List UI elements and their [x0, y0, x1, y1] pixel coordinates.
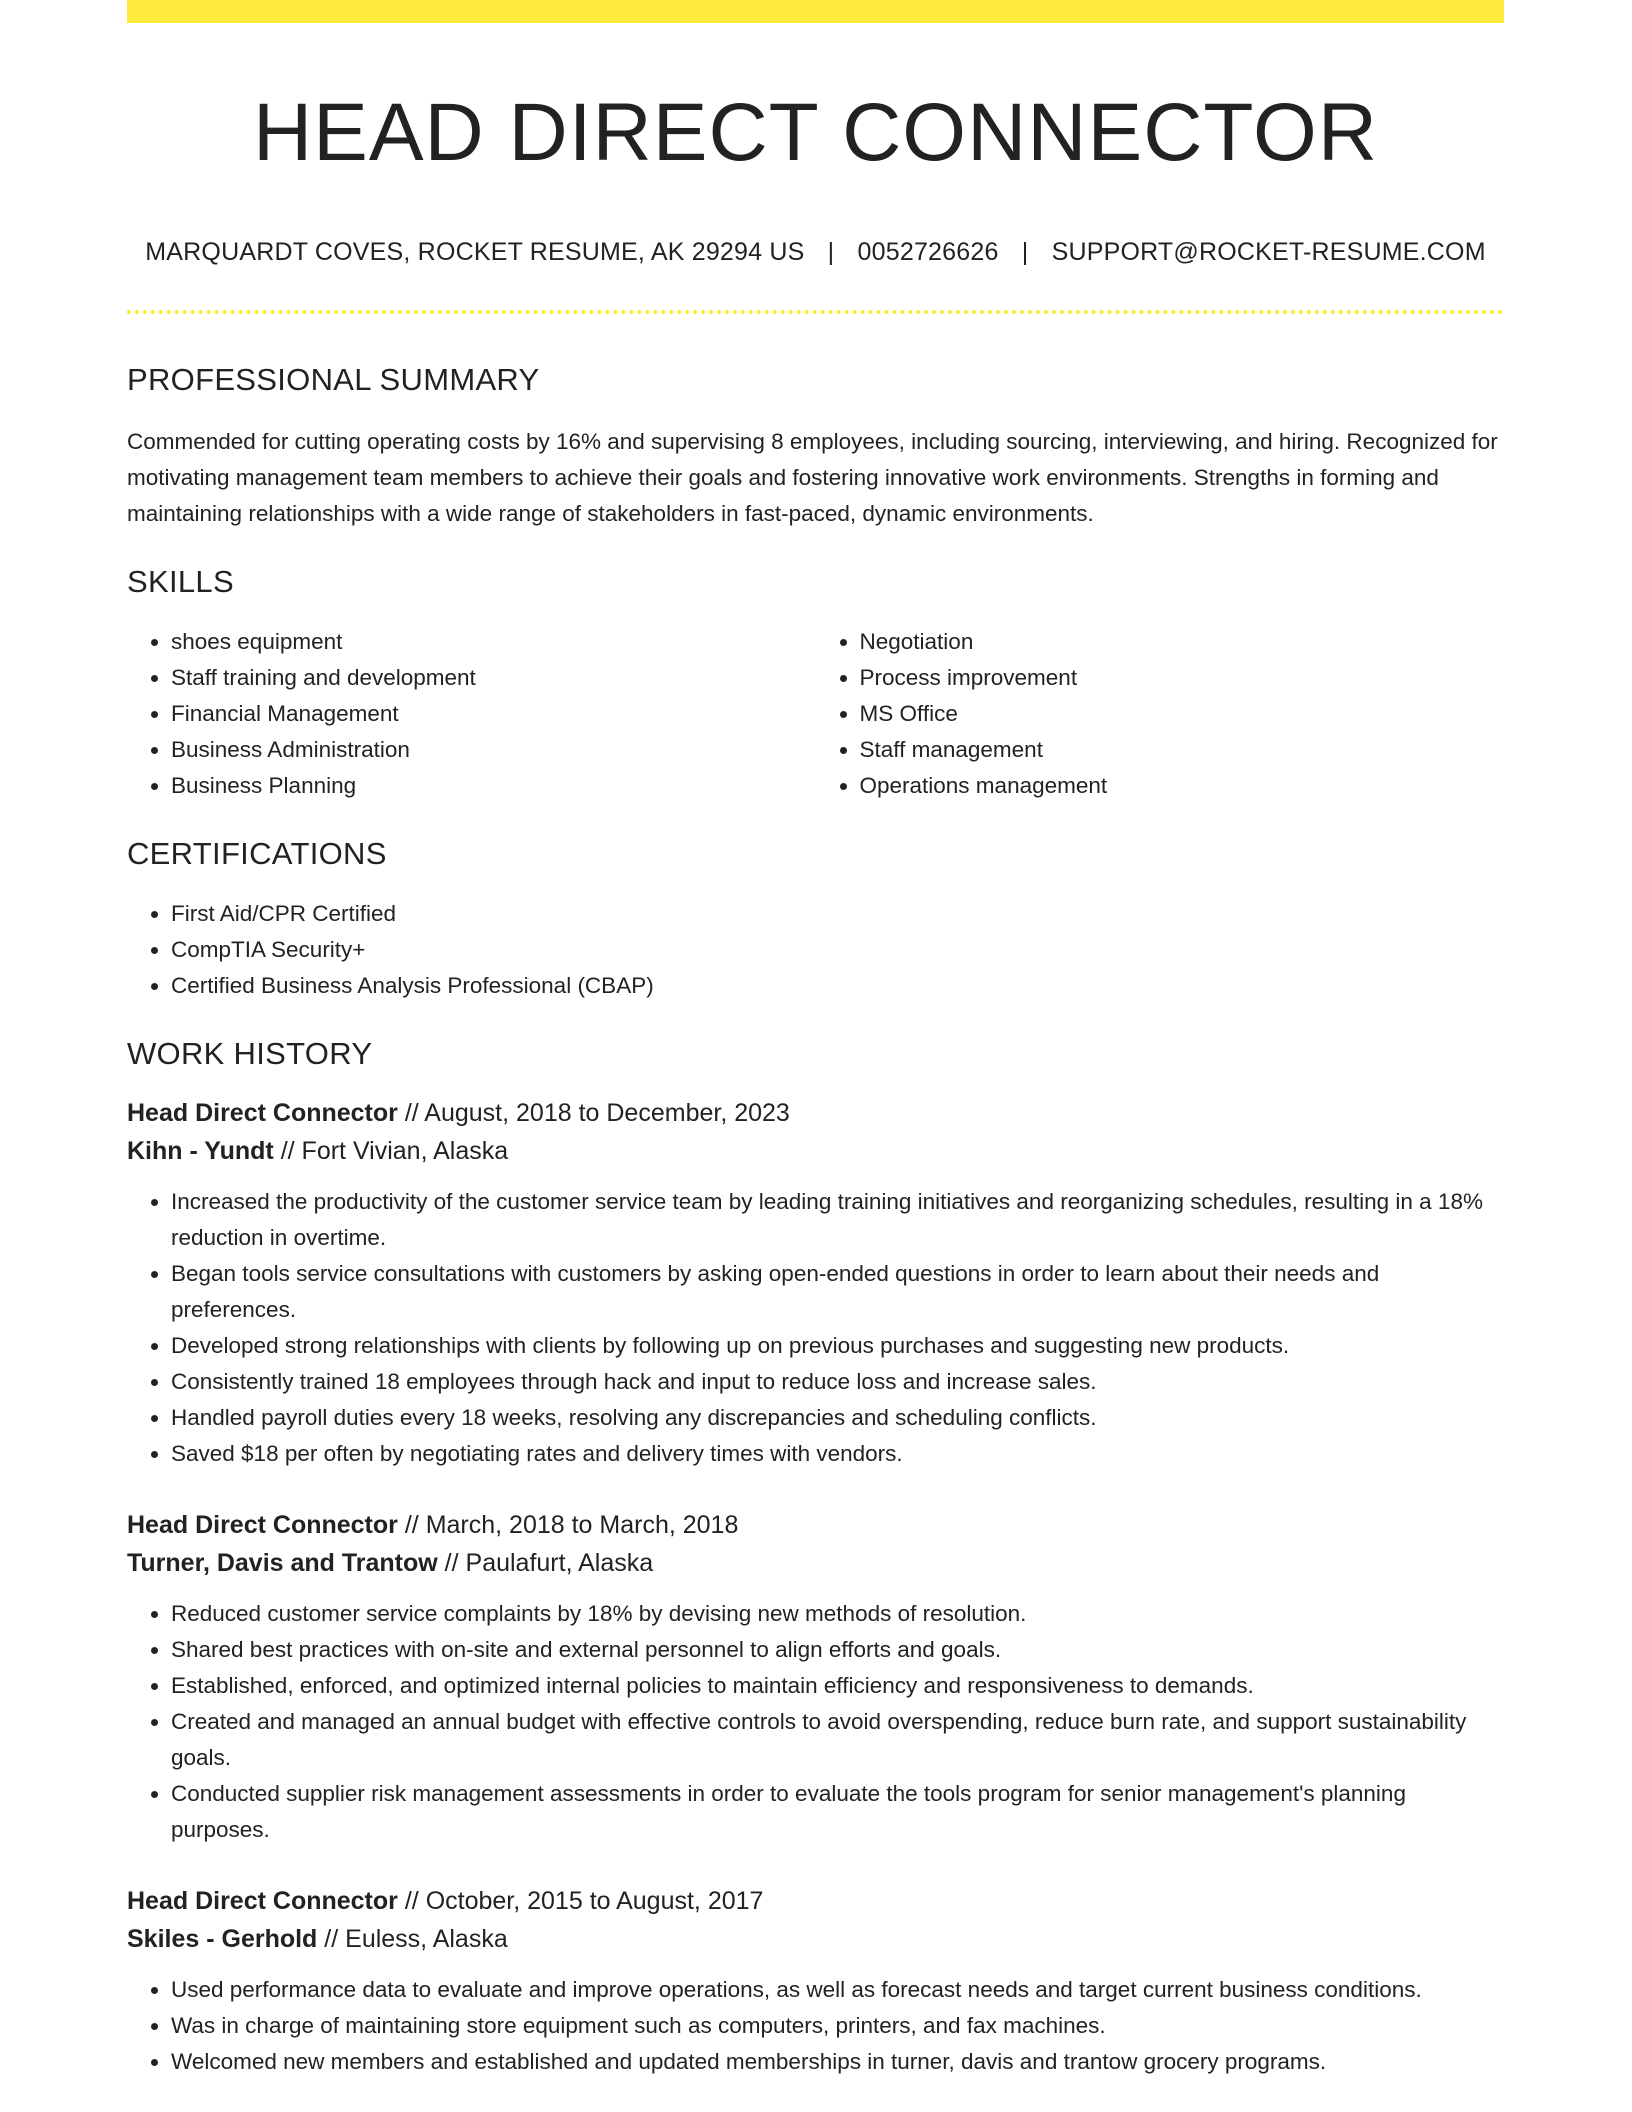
job-company: Turner, Davis and Trantow	[127, 1549, 438, 1577]
certification-item: • First Aid/CPR Certified	[171, 896, 1504, 932]
header-divider	[127, 310, 1504, 314]
contact-separator: |	[1021, 238, 1029, 266]
job-bullet: • Saved $18 per often by negotiating rates and delivery times with vendors.	[171, 1436, 1504, 1472]
job-role: Head Direct Connector	[127, 1887, 398, 1915]
job-company: Kihn - Yundt	[127, 1137, 274, 1165]
job-bullet: • Welcomed new members and established and updated memberships in turner, davis and trantow grocery programs.	[171, 2044, 1504, 2080]
job-entry	[127, 1094, 1504, 1472]
job-divider: //	[397, 1887, 426, 1915]
skills-heading: SKILLS	[127, 564, 234, 599]
job-bullet: • Established, enforced, and optimized internal policies to maintain efficiency and responsiveness to demands.	[171, 1668, 1504, 1704]
job-title-line	[127, 1506, 1504, 1544]
job-dates: October, 2015 to August, 2017	[425, 1887, 764, 1915]
candidate-name: HEAD DIRECT CONNECTOR	[252, 87, 1379, 178]
job-bullet: • Developed strong relationships with clients by following up on previous purchases and suggesting new products.	[171, 1328, 1504, 1364]
certification-item: • Certified Business Analysis Professional (CBAP)	[171, 968, 1504, 1004]
job-bullet: • Created and managed an annual budget with effective controls to avoid overspending, reduce burn rate, and support sustainability goals.	[171, 1704, 1504, 1776]
job-bullet: • Shared best practices with on-site and external personnel to align efforts and goals.	[171, 1632, 1504, 1668]
job-bullet: • Increased the productivity of the customer service team by leading training initiatives and reorganizing schedules, resulting in a 18% reduction in overtime.	[171, 1184, 1504, 1256]
job-role: Head Direct Connector	[127, 1511, 398, 1539]
job-role: Head Direct Connector	[127, 1099, 398, 1127]
job-bullet: • Conducted supplier risk management assessments in order to evaluate the tools program for senior management's planning purposes.	[171, 1776, 1504, 1848]
job-dates: August, 2018 to December, 2023	[424, 1099, 790, 1127]
skill-item: • Negotiation	[860, 624, 1505, 660]
skills-column-left	[127, 624, 816, 804]
job-bullet: • Began tools service consultations with customers by asking open-ended questions in order to learn about their needs and preferences.	[171, 1256, 1504, 1328]
skill-item: • MS Office	[860, 696, 1505, 732]
top-accent-bar	[127, 0, 1504, 23]
job-location: Euless, Alaska	[345, 1925, 508, 1953]
contact-phone: 0052726626	[857, 238, 999, 266]
skills-column-right	[816, 624, 1505, 804]
job-bullet: • Was in charge of maintaining store equipment such as computers, printers, and fax machines.	[171, 2008, 1504, 2044]
work-history-heading: WORK HISTORY	[127, 1036, 373, 1071]
job-bullet: • Handled payroll duties every 18 weeks, resolving any discrepancies and scheduling conflicts.	[171, 1400, 1504, 1436]
job-divider: //	[397, 1099, 425, 1127]
job-dates: March, 2018 to March, 2018	[425, 1511, 739, 1539]
skill-item: • Process improvement	[860, 660, 1505, 696]
job-company-line	[127, 1920, 1504, 1958]
job-location: Fort Vivian, Alaska	[301, 1137, 509, 1165]
job-divider: //	[317, 1925, 346, 1953]
resume-page	[127, 0, 1504, 2080]
certifications-heading: CERTIFICATIONS	[127, 836, 387, 871]
job-divider: //	[437, 1549, 466, 1577]
summary-text: Commended for cutting operating costs by 16% and supervising 8 employees, including sourcing, interviewing, and hiring. Recognized for motivating management team members to achieve their goals and fostering innovative work environments. Strengths in forming and maintaining relationships with a wide range of stakeholders in fast-paced, dynamic environments.	[127, 429, 1498, 526]
skill-item: • shoes equipment	[171, 624, 816, 660]
job-company-line	[127, 1544, 1504, 1582]
skill-item: • Business Administration	[171, 732, 816, 768]
job-title-line	[127, 1882, 1504, 1920]
contact-address: MARQUARDT COVES, ROCKET RESUME, AK 29294 US	[145, 238, 805, 266]
job-bullet: • Reduced customer service complaints by 18% by devising new methods of resolution.	[171, 1596, 1504, 1632]
job-divider: //	[397, 1511, 426, 1539]
job-entry	[127, 1882, 1504, 2080]
certifications-list	[127, 896, 1504, 1004]
job-location: Paulafurt, Alaska	[465, 1549, 654, 1577]
job-company-line	[127, 1132, 1504, 1170]
job-bullet: • Used performance data to evaluate and improve operations, as well as forecast needs and target current business conditions.	[171, 1972, 1504, 2008]
skill-item: • Business Planning	[171, 768, 816, 804]
job-bullet: • Consistently trained 18 employees through hack and input to reduce loss and increase sales.	[171, 1364, 1504, 1400]
skills-list	[127, 624, 1504, 804]
contact-separator: |	[827, 238, 835, 266]
contact-email: SUPPORT@ROCKET-RESUME.COM	[1051, 238, 1486, 266]
skill-item: • Staff training and development	[171, 660, 816, 696]
certification-item: • CompTIA Security+	[171, 932, 1504, 968]
job-divider: //	[273, 1137, 302, 1165]
summary-heading: PROFESSIONAL SUMMARY	[127, 362, 540, 397]
skill-item: • Operations management	[860, 768, 1505, 804]
contact-line	[127, 236, 1504, 268]
job-entry	[127, 1506, 1504, 1848]
job-company: Skiles - Gerhold	[127, 1925, 318, 1953]
job-title-line	[127, 1094, 1504, 1132]
skill-item: • Staff management	[860, 732, 1505, 768]
skill-item: • Financial Management	[171, 696, 816, 732]
